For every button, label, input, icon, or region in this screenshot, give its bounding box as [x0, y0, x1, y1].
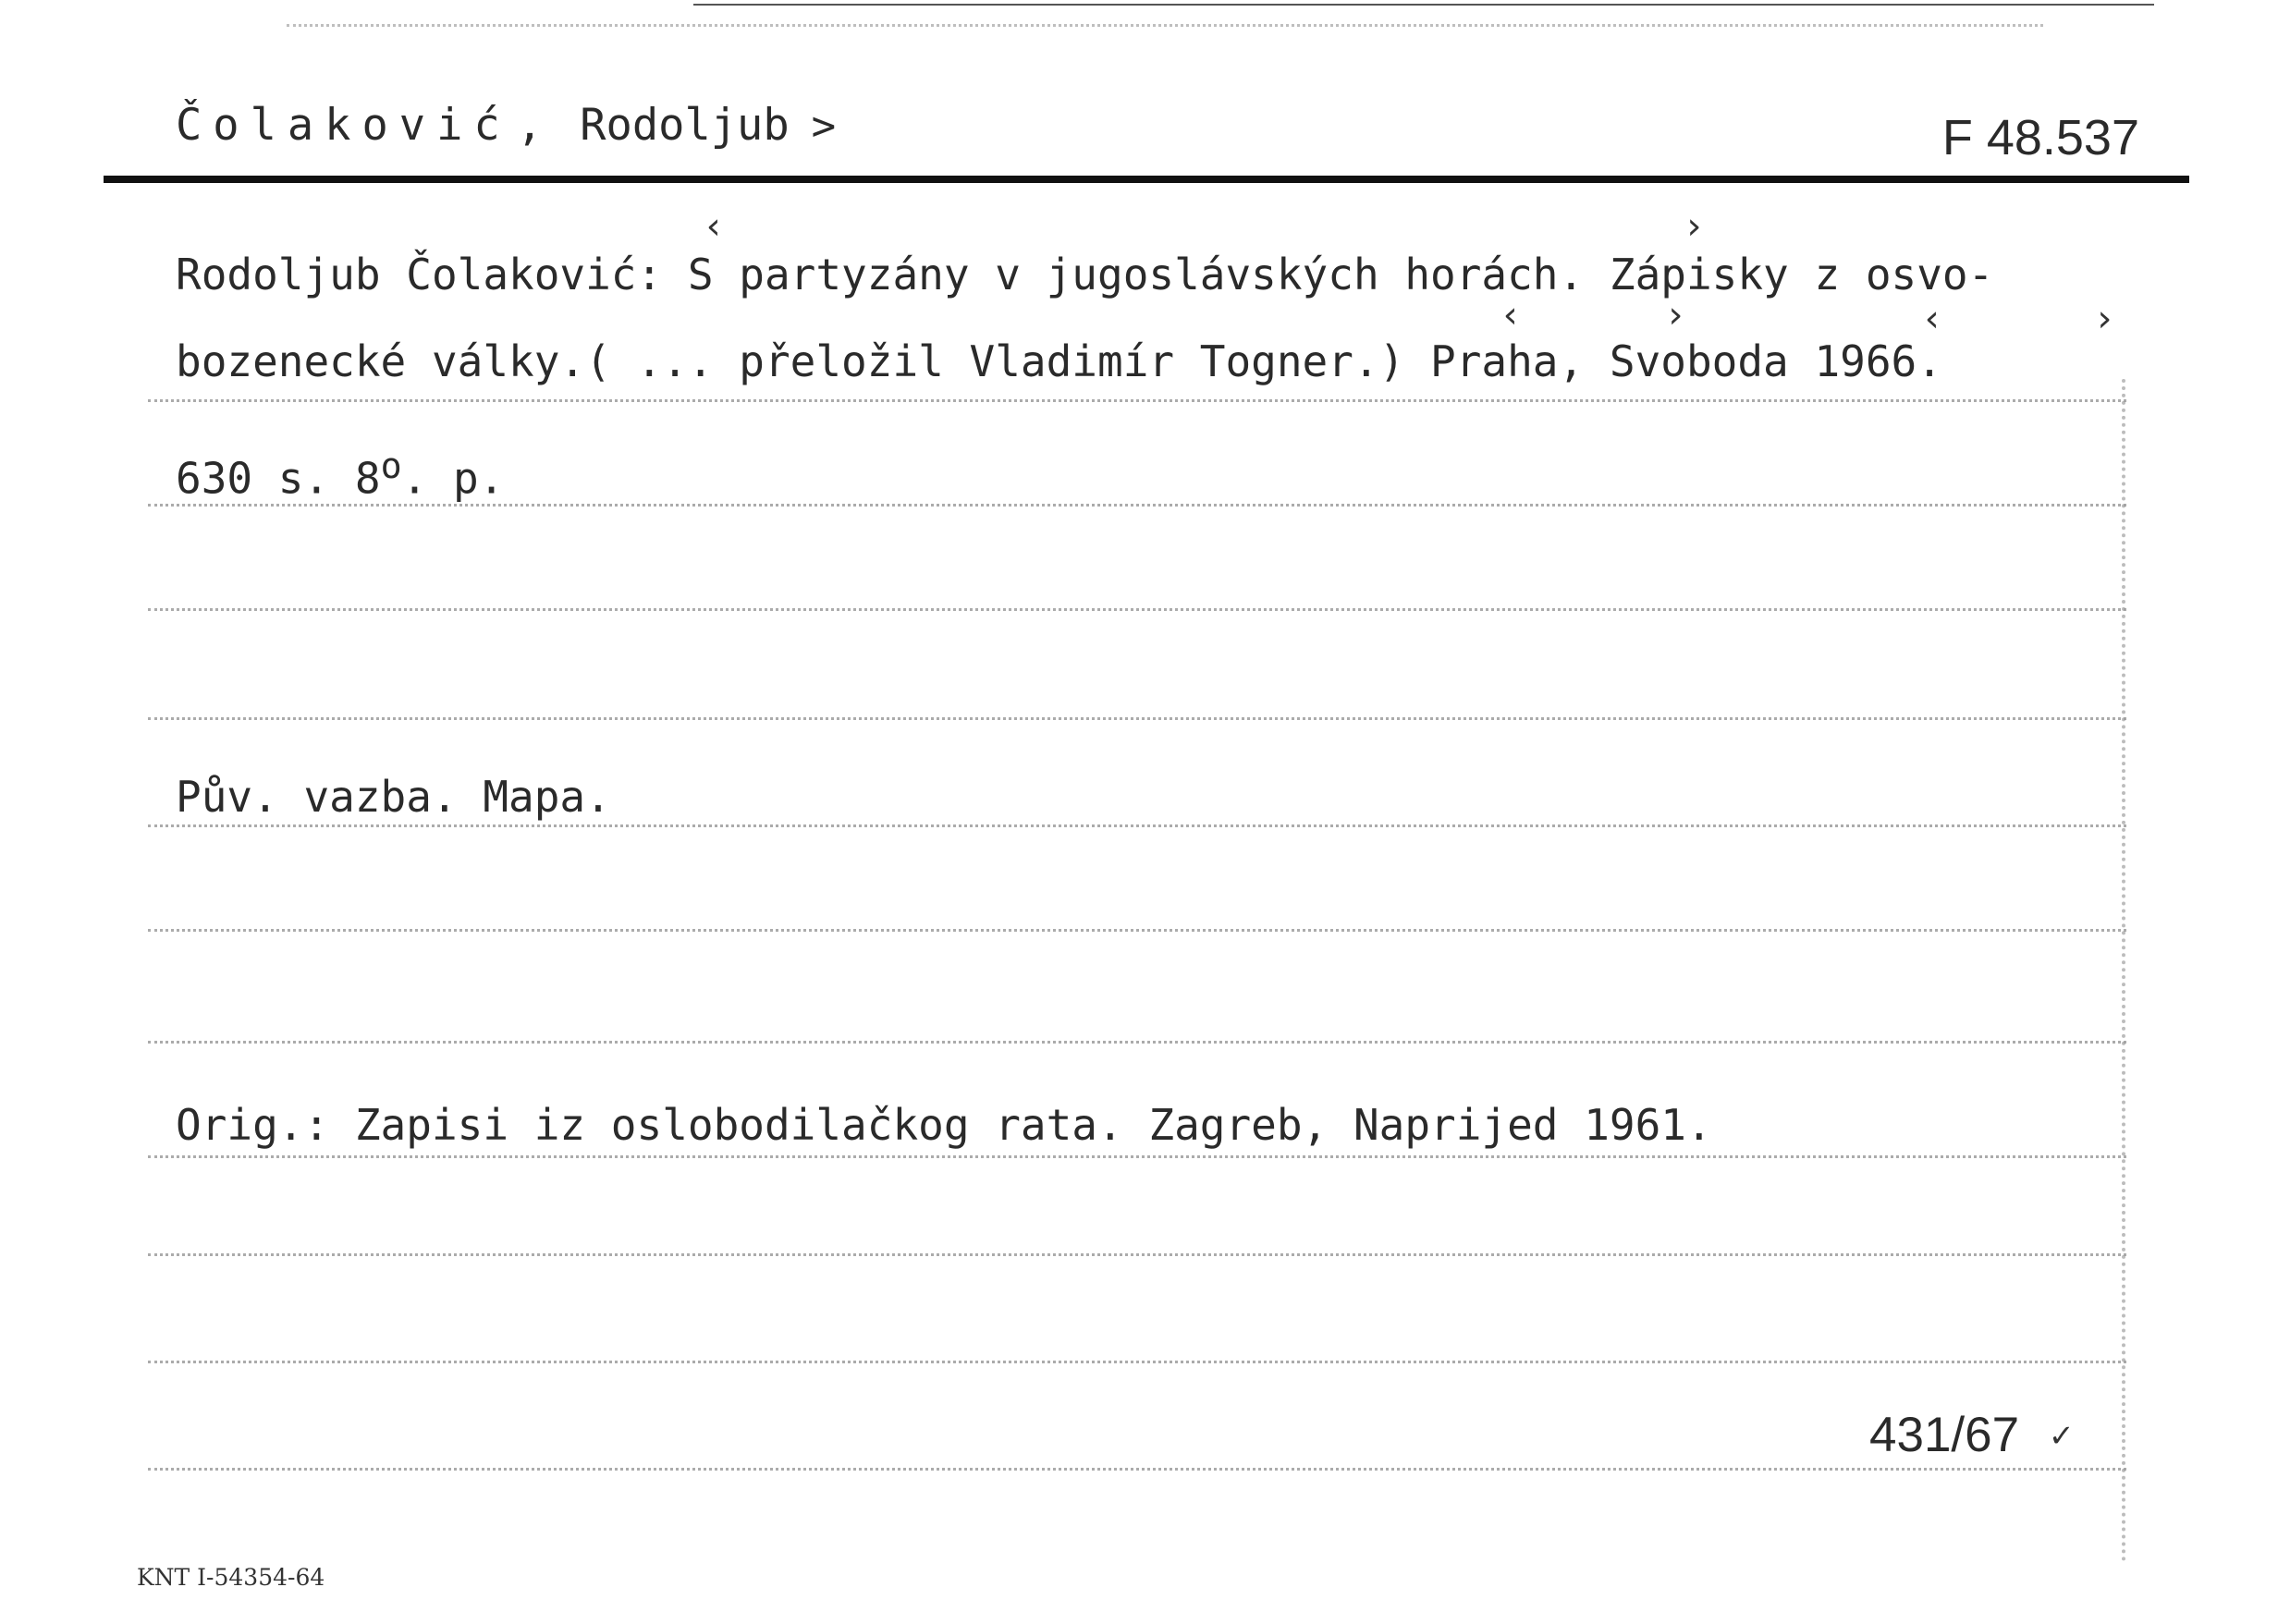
proofreading-mark: ‹	[1921, 298, 1944, 340]
proofreading-mark: ‹	[1500, 294, 1523, 336]
title-line-2: bozenecké války.( ... přeložil Vladimír Togner.) Praha, Svoboda 1966.	[176, 336, 1942, 386]
header-rule	[104, 176, 2189, 183]
proofreading-mark: ›	[1664, 294, 1687, 336]
note-line: Pův. vazba. Mapa.	[176, 772, 611, 822]
collation-line	[176, 446, 504, 503]
ruled-line	[148, 399, 2126, 402]
ruled-line	[148, 1253, 2126, 1256]
collation-pages: 630 s. 8	[176, 453, 381, 504]
title-line-1: Rodoljub Čolaković: S partyzány v jugoslávských horách. Zápisky z osvo-	[176, 250, 1994, 299]
author-heading	[176, 100, 836, 151]
heading-comma: ,	[516, 100, 543, 151]
ruled-line	[148, 608, 2126, 611]
handwritten-check-mark: ✓	[2051, 1414, 2072, 1455]
ruled-line	[148, 1041, 2126, 1044]
collation-suffix: . p.	[401, 453, 505, 504]
right-margin-dots	[2122, 379, 2125, 1562]
author-given-name: Rodoljub	[580, 100, 790, 151]
ruled-line	[148, 1361, 2126, 1363]
proofreading-mark: ‹	[703, 205, 726, 248]
ruled-line	[148, 929, 2126, 932]
ruled-line	[148, 1155, 2126, 1158]
top-edge-line	[693, 4, 2154, 6]
accession-number: 431/67	[1869, 1408, 2020, 1462]
proofreading-mark: ›	[1683, 205, 1706, 248]
printer-code: KNT I-54354-64	[137, 1564, 325, 1591]
collation-format-superscript: o	[380, 446, 402, 487]
author-surname: Čolaković	[176, 100, 511, 151]
handwritten-mark: >	[811, 103, 837, 150]
proofreading-mark: ›	[2093, 298, 2116, 340]
ruled-line	[148, 1468, 2126, 1471]
ruled-line	[148, 824, 2126, 827]
call-number: F 48.537	[1941, 110, 2139, 165]
ruled-line	[148, 717, 2126, 720]
ruled-line	[148, 504, 2126, 507]
top-edge-specks	[287, 24, 2043, 27]
original-title-line: Orig.: Zapisi iz oslobodilačkog rata. Zagreb, Naprijed 1961.	[176, 1100, 1712, 1150]
